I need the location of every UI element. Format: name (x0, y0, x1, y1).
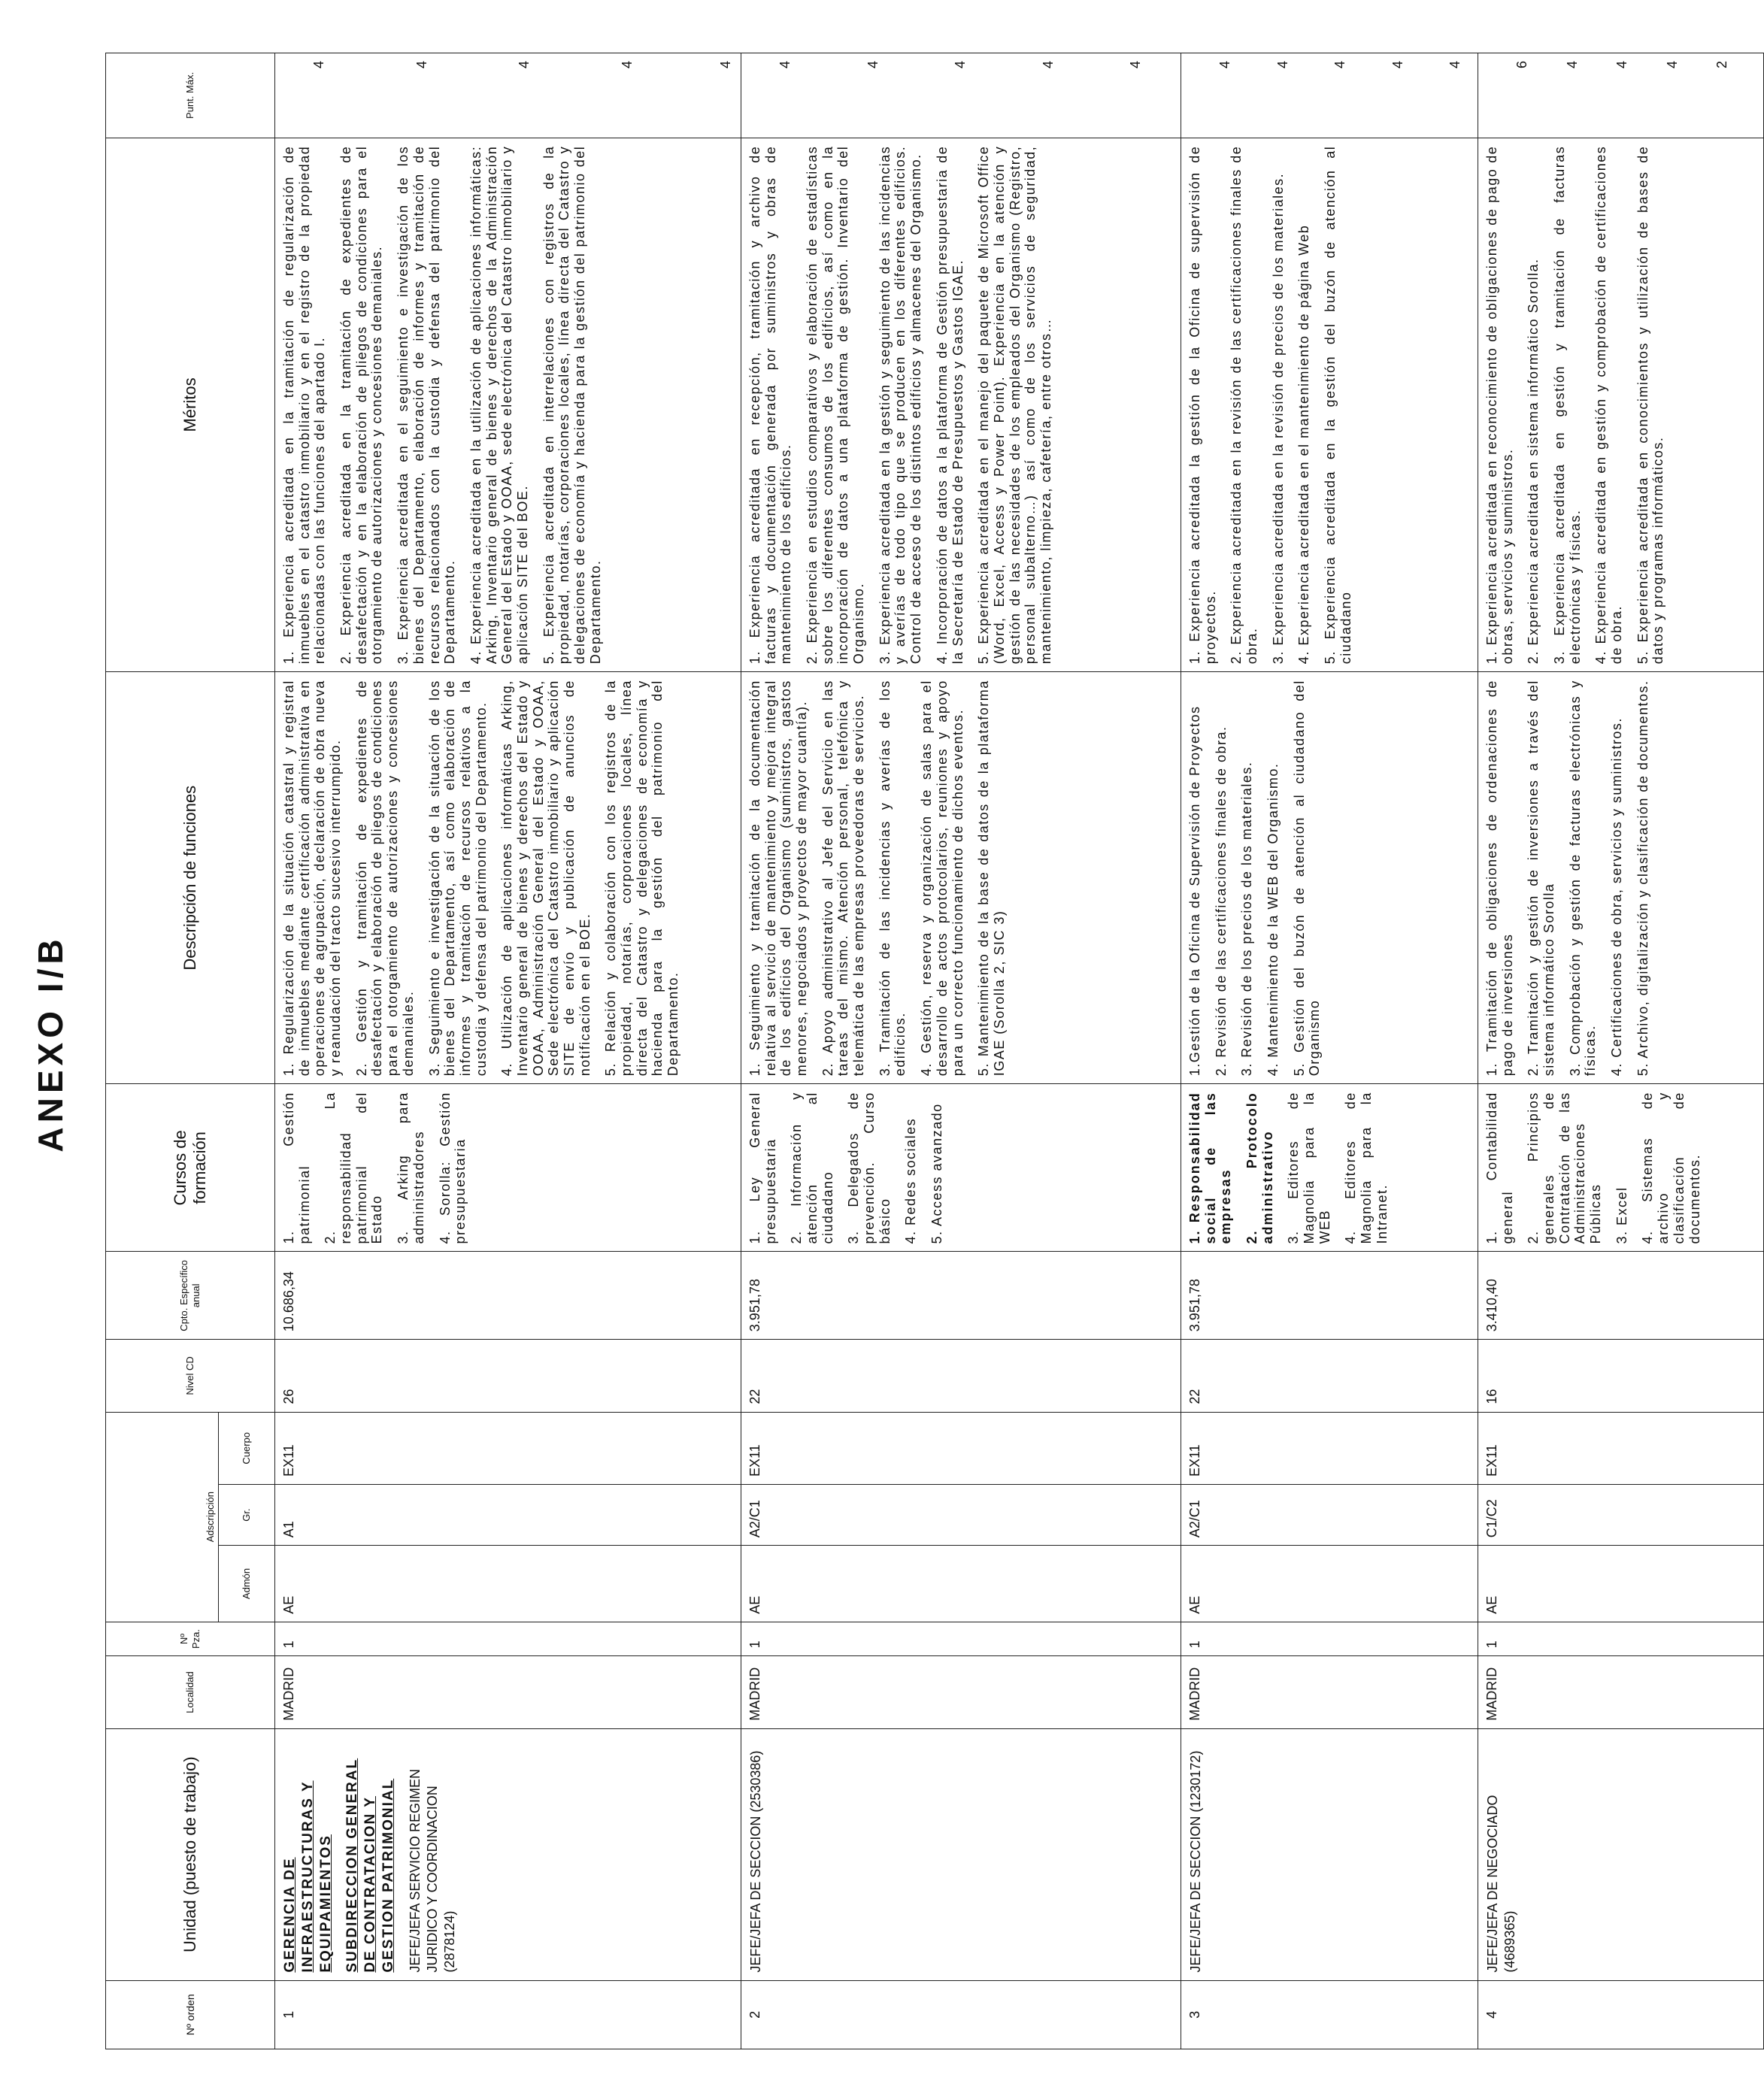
cursos-list (1187, 1092, 1390, 1243)
list-item: 3. Experiencia acreditada en gestión y tramitación de facturas electrónicas y físicas. (1552, 145, 1583, 665)
punto-value: 4 (865, 61, 880, 69)
cell-nivel (741, 1340, 1181, 1412)
funciones-list (747, 680, 1008, 1076)
list-item: 2. Tramitación y gestión de inversiones a través del sistema informático Sorolla (1526, 680, 1557, 1077)
cell-localidad (1478, 1656, 1763, 1728)
punto-value: 4 (1390, 61, 1405, 69)
cell-grupo (275, 1485, 741, 1546)
punto-value: 2 (1714, 61, 1730, 69)
cursos-list (747, 1092, 945, 1243)
list-item: 1. Responsabilidad social de las empresas (1187, 1092, 1234, 1244)
funciones-list (1484, 680, 1651, 1076)
list-item: 4. Experiencia acreditada en gestión y comprobación de certificaciones de obra. (1593, 145, 1625, 665)
list-item: 5. Gestión del buzón de atención al ciudadano del Organismo (1291, 680, 1323, 1077)
punto-value: 6 (1514, 61, 1529, 69)
meritos-list (1187, 146, 1354, 664)
funciones-list (1187, 680, 1323, 1076)
list-item: 2. Principios generales de Contratación de las Administraciones Públicas (1526, 1092, 1604, 1244)
cell-grupo (1181, 1485, 1478, 1546)
cursos-list (1484, 1092, 1702, 1243)
list-item: 1. Experiencia acreditada la gestión de la Oficina de supervisión de proyectos. (1187, 145, 1218, 665)
cell-puntos (275, 53, 741, 138)
cell-plazas (1181, 1622, 1478, 1656)
header-nivel: Nivel CD (106, 1340, 275, 1412)
list-item: 1. Seguimiento y tramitación de la documentación relativa al servicio de mantenimiento y mejora integral de los edificios del Organismo (suministros, gastos menores, negociados y proyectos de mayor cuantía). (747, 680, 810, 1077)
cell-unidad (1181, 1728, 1478, 1980)
cell-orden (741, 1980, 1181, 2049)
list-item: 3. Revisión de los precios de los materiales. (1239, 761, 1255, 1077)
meritos-list (1484, 146, 1666, 664)
list-item: 4. Experiencia acreditada en la utilización de aplicaciones informáticas: Arking, Inventario general de bienes y derechos de la Administración General del Estado y OOAA, sede electrónica del Catastro inmobiliario y aplicación SITE del BOE. (468, 145, 530, 665)
row-grupo: A1 (281, 1521, 296, 1538)
list-item: 2. Gestión y tramitación de expedientes de desafectación y elaboración de pliegos de condiciones para el otorgamiento de autorizaciones y concesiones demaniales. (353, 680, 416, 1077)
list-item: 2. La responsabilidad patrimonial del Estado (323, 1092, 385, 1244)
list-item: 3. Seguimiento e investigación de la situación de los bienes del Departamento, así como elaboración de informes y tramitación de recursos relativos a la custodia y defensa del patrimonio del Departamento. (426, 680, 489, 1077)
list-item: 3. Editores de Magnolia para la WEB (1286, 1092, 1332, 1244)
cell-funciones (1181, 672, 1478, 1084)
row-plazas: 1 (747, 1640, 762, 1649)
cell-meritos (275, 138, 741, 671)
section-subdireccion: SUBDIRECCION GENERAL DE CONTRATACION Y GESTION PATRIMONIAL (344, 1758, 396, 1973)
puntos-list (1187, 61, 1464, 130)
list-item: 5. Mantenimiento de la base de datos de la plataforma IGAE (Sorolla 2, SIC 3) (976, 680, 1007, 1077)
list-item: 4. Redes sociales (903, 1117, 919, 1244)
punto-value: 4 (777, 61, 793, 69)
list-item: 1. Tramitación de obligaciones de ordenaciones de pago de inversiones (1484, 680, 1515, 1077)
list-item: 4. Certificaciones de obra, servicios y suministros. (1609, 717, 1625, 1077)
cell-plazas (275, 1622, 741, 1656)
header-cursos: Cursos de formación (106, 1084, 275, 1252)
list-item: 3. Experiencia acreditada en la revisión de precios de los materiales. (1270, 172, 1286, 665)
cell-puntos (1478, 53, 1763, 138)
cell-localidad (741, 1656, 1181, 1728)
list-item: 1. Experiencia acreditada en reconocimiento de obligaciones de pago de obras, servicios y suministros. (1484, 145, 1515, 665)
row-orden: 3 (1187, 2010, 1202, 2019)
list-item: 3. Delegados de prevención. Curso básico (846, 1092, 893, 1244)
document-title: ANEXO I/B (31, 934, 70, 1153)
header-funciones: Descripción de funciones (106, 672, 275, 1084)
cell-cursos (1478, 1084, 1763, 1252)
cell-admon (741, 1546, 1181, 1622)
cell-cuerpo (275, 1412, 741, 1484)
cell-cuerpo (741, 1412, 1181, 1484)
punto-value: 4 (718, 61, 734, 69)
list-item: 4. Gestión, reserva y organización de salas para el desarrollo de actos protocolarios, reuniones y apoyo para un correcto funcionamiento de dichos eventos. (919, 680, 965, 1077)
row-plazas: 1 (1187, 1640, 1202, 1649)
section-gerencia: GERENCIA DE INFRAESTRUCTURAS Y EQUIPAMIENTOS (282, 1780, 334, 1973)
puntos-list (281, 61, 735, 130)
annex-table-wrapper (105, 53, 1730, 2049)
punto-value: 4 (953, 61, 968, 69)
punto-value: 4 (414, 61, 429, 69)
header-admon: Admón (219, 1546, 275, 1622)
list-item: 3. Arking para administradores (396, 1092, 426, 1244)
list-item: 4. Incorporación de datos a la plataforma de Gestión presupuestaria de la Secretaría de Estado de Presupuestos y Gastos IGAE. (934, 145, 965, 665)
table-row (1181, 53, 1478, 2049)
row-plazas: 1 (1484, 1640, 1499, 1649)
cell-plazas (741, 1622, 1181, 1656)
row-nivel: 22 (1187, 1389, 1202, 1404)
cell-plazas (1478, 1622, 1763, 1656)
list-item: 1. Experiencia acreditada en la tramitación de regularización de inmuebles en el catastro inmobiliario y en el registro de la propiedad relacionadas con las funciones del apartado I. (281, 145, 328, 665)
header-localidad: Localidad (106, 1656, 275, 1728)
cell-cpto (1181, 1252, 1478, 1340)
list-item: 2. Protocolo administrativo (1244, 1092, 1275, 1244)
row-orden: 2 (747, 2010, 762, 2019)
row-admon: AE (281, 1595, 296, 1614)
annex-table (105, 53, 1764, 2049)
cell-admon (275, 1546, 741, 1622)
row-cuerpo: EX11 (1484, 1444, 1499, 1477)
cell-cursos (741, 1084, 1181, 1252)
header-cuerpo: Cuerpo (219, 1412, 275, 1484)
list-item: 4. Mantenimiento de la WEB del Organismo. (1265, 762, 1281, 1077)
row-grupo: C1/C2 (1484, 1499, 1499, 1538)
cell-nivel (1478, 1340, 1763, 1412)
annex-table-body (275, 53, 1764, 2049)
cell-unidad (1478, 1728, 1763, 1980)
header-punt: Punt. Máx. (106, 53, 275, 138)
cell-cursos (1181, 1084, 1478, 1252)
row-plazas: 1 (281, 1640, 296, 1649)
list-item: 1. Ley General presupuestaria (747, 1092, 778, 1244)
cell-funciones (1478, 672, 1763, 1084)
row-localidad: MADRID (1484, 1667, 1499, 1721)
row-admon: AE (747, 1595, 762, 1614)
list-item: 1. Contabilidad general (1484, 1092, 1515, 1244)
list-item: 5. Archivo, digitalización y clasificación de documentos. (1635, 680, 1650, 1077)
row-nivel: 26 (281, 1389, 296, 1404)
punto-value: 4 (1275, 61, 1290, 69)
list-item: 3. Comprobación y gestión de facturas electrónicas y físicas. (1567, 680, 1599, 1077)
cell-unidad (741, 1728, 1181, 1980)
row-cpto: 3.951,78 (1187, 1279, 1202, 1332)
row-localidad: MADRID (1187, 1667, 1202, 1721)
list-item: 1. Experiencia acreditada en recepción, tramitación y archivo de facturas y documentación generada por suministros y obras de mantenimiento de los edificios. (747, 145, 794, 665)
cursos-list (281, 1092, 468, 1243)
list-item: 5. Experiencia acreditada en interrelaciones con registros de la propiedad, notarías, corporaciones locales, línea directa del Catastro y delegaciones de economía y hacienda para la gestión del patrimonio del Departamento. (541, 145, 603, 665)
list-item: 4. Sorolla: Gestión presupuestaria (437, 1092, 468, 1244)
cell-cpto (1478, 1252, 1763, 1340)
cell-meritos (1181, 138, 1478, 671)
list-item: 3. Experiencia acreditada en la gestión y seguimiento de las incidencias y averías de todo tipo que se producen en los diferentes edificios. Control de acceso de los distintos edificios y almacenes del Organismo. (877, 145, 924, 665)
row-unidad: JEFE/JEFA DE NEGOCIADO (4689365) (1484, 1795, 1518, 1973)
list-item: 5. Experiencia acreditada en conocimientos y utilización de bases de datos y programas informáticos. (1635, 145, 1666, 665)
cell-orden (1181, 1980, 1478, 2049)
list-item: 1.Gestión de la Oficina de Supervisión de Proyectos (1187, 705, 1202, 1077)
cell-meritos (1478, 138, 1763, 671)
cell-puntos (741, 53, 1181, 138)
list-item: 1. Gestión patrimonial (281, 1092, 312, 1244)
row-localidad: MADRID (747, 1667, 762, 1721)
list-item: 1. Regularización de la situación catastral y registral de inmuebles mediante certificación administrativa en operaciones de agrupación, declaración de obra nueva y reanudación del tracto sucesivo interrumpido. (281, 680, 344, 1077)
punto-value: 4 (619, 61, 635, 69)
cell-cuerpo (1181, 1412, 1478, 1484)
cell-cursos (275, 1084, 741, 1252)
list-item: 4. Experiencia acreditada en el mantenimiento de página Web (1296, 224, 1312, 665)
row-cpto: 10.686,34 (281, 1271, 296, 1332)
punto-value: 4 (1040, 61, 1056, 69)
row-orden: 4 (1484, 2010, 1499, 2019)
cell-puntos (1181, 53, 1478, 138)
cell-admon (1181, 1546, 1478, 1622)
row-unidad: JEFE/JEFA DE SECCION (1230172) (1187, 1750, 1203, 1973)
row-cuerpo: EX11 (281, 1444, 296, 1477)
cell-funciones (275, 672, 741, 1084)
cell-localidad (275, 1656, 741, 1728)
row-cpto: 3.410,40 (1484, 1279, 1499, 1332)
header-meritos: Méritos (106, 138, 275, 671)
cell-cpto (741, 1252, 1181, 1340)
punto-value: 4 (1564, 61, 1580, 69)
punto-value: 4 (1217, 61, 1232, 69)
punto-value: 4 (517, 61, 532, 69)
funciones-list (281, 680, 681, 1076)
cell-orden (275, 1980, 741, 2049)
punto-value: 4 (1447, 61, 1463, 69)
list-item: 2. Información y atención al ciudadano (789, 1092, 835, 1244)
list-item: 4. Editores de Magnolia para la Intranet. (1343, 1092, 1390, 1244)
cell-nivel (1181, 1340, 1478, 1412)
cell-localidad (1181, 1656, 1478, 1728)
cell-grupo (1478, 1485, 1763, 1546)
cell-cuerpo (1478, 1412, 1763, 1484)
list-item: 2. Experiencia acreditada en la revisión de las certificaciones finales de obra. (1229, 145, 1260, 665)
meritos-list (747, 146, 1054, 664)
list-item: 2. Apoyo administrativo al Jefe del Servicio en las tareas del mismo. Atención personal, telefónica y telemática de las empresas proveedoras de servicios. (820, 680, 867, 1077)
row-grupo: A2/C1 (747, 1500, 762, 1538)
list-item: 2. Experiencia acreditada en sistema informático Sorolla. (1526, 258, 1541, 665)
cell-orden (1478, 1980, 1763, 2049)
list-item: 2. Revisión de las certificaciones finales de obra. (1213, 725, 1229, 1077)
row-cuerpo: EX11 (1187, 1444, 1202, 1477)
list-item: 3. Excel (1614, 1186, 1629, 1244)
list-item: 4. Sistemas de archivo y clasificación de documentos. (1640, 1092, 1702, 1244)
list-item: 5. Relación y colaboración con los registros de la propiedad, notarías, corporaciones locales, línea directa del Catastro y delegaciones de economía y hacienda para la gestión del patrimonio del Departamento. (603, 680, 681, 1077)
cell-grupo (741, 1485, 1181, 1546)
punto-value: 4 (311, 61, 326, 69)
list-item: 5. Experiencia acreditada en el manejo del paquete de Microsoft Office (Word, Excel, Access y Power Point). Experiencia en la atención y gestión de las necesidades de los empleados del Organismo (Registro, personal subalterno…) así como de los servicios de seguridad, mantenimiento, limpieza, cafetería, entre otros… (976, 145, 1053, 665)
header-plazas: Nº Pza. (106, 1622, 275, 1656)
list-item: 4. Utilización de aplicaciones informáticas Arking, Inventario general de bienes y derechos del Estado y OOAA, Administración General del Estado y OOAA, Sede electrónica del Catastro inmobiliario y aplicación SITE de envío y publicación de anuncios de notificación en el BOE. (499, 680, 593, 1077)
header-unidad: Unidad (puesto de trabajo) (106, 1728, 275, 1980)
row-localidad: MADRID (281, 1667, 296, 1721)
cell-funciones (741, 672, 1181, 1084)
row-cuerpo: EX11 (747, 1444, 762, 1477)
header-adscripcion: Adscripción (106, 1412, 219, 1622)
punto-value: 4 (1664, 61, 1680, 69)
row-unidad: JEFE/JEFA DE SECCION (2530386) (747, 1750, 763, 1973)
cell-meritos (741, 138, 1181, 671)
table-row (741, 53, 1181, 2049)
puntos-list (747, 61, 1144, 130)
row-grupo: A2/C1 (1187, 1500, 1202, 1538)
list-item: 5. Access avanzado (929, 1103, 945, 1244)
punto-value: 4 (1128, 61, 1144, 69)
cell-cpto (275, 1252, 741, 1340)
header-grupo: Gr. (219, 1485, 275, 1546)
row-orden: 1 (281, 2010, 296, 2019)
table-row (1478, 53, 1763, 2049)
row-unidad: JEFE/JEFA SERVICIO REGIMEN JURIDICO Y COORDINACION (2878124) (407, 1768, 458, 1973)
row-admon: AE (1187, 1595, 1202, 1614)
punto-value: 4 (1332, 61, 1348, 69)
cell-nivel (275, 1340, 741, 1412)
list-item: 3. Tramitación de las incidencias y averías de los edificios. (877, 680, 908, 1077)
header-cpto: Cpto. Específico anual (106, 1252, 275, 1340)
punto-value: 4 (1614, 61, 1630, 69)
row-nivel: 16 (1484, 1389, 1499, 1404)
row-nivel: 22 (747, 1389, 762, 1404)
table-row (275, 53, 741, 2049)
list-item: 3. Experiencia acreditada en el seguimiento e investigación de los bienes del Departamento, elaboración de informes y tramitación de recursos relacionados con la custodia y defensa del patrimonio del Departamento. (396, 145, 458, 665)
header-orden: Nº orden (106, 1980, 275, 2049)
list-item: 2. Experiencia acreditada en la tramitación de expedientes de desafectación y en la elaboración de pliegos de condiciones para el otorgamiento de autorizaciones y concesiones demaniales. (338, 145, 385, 665)
cell-admon (1478, 1546, 1763, 1622)
puntos-list (1484, 61, 1731, 130)
cell-unidad (275, 1728, 741, 1980)
row-admon: AE (1484, 1595, 1499, 1614)
meritos-list (281, 146, 603, 664)
list-item: 5. Experiencia acreditada en la gestión del buzón de atención al ciudadano (1323, 145, 1353, 665)
row-cpto: 3.951,78 (747, 1279, 762, 1332)
list-item: 2. Experiencia en estudios comparativos y elaboración de estadísticas sobre los diferentes consumos de los edificios, así como en la incorporación de datos a una plataforma de gestión. Inventario del Organismo. (805, 145, 867, 665)
